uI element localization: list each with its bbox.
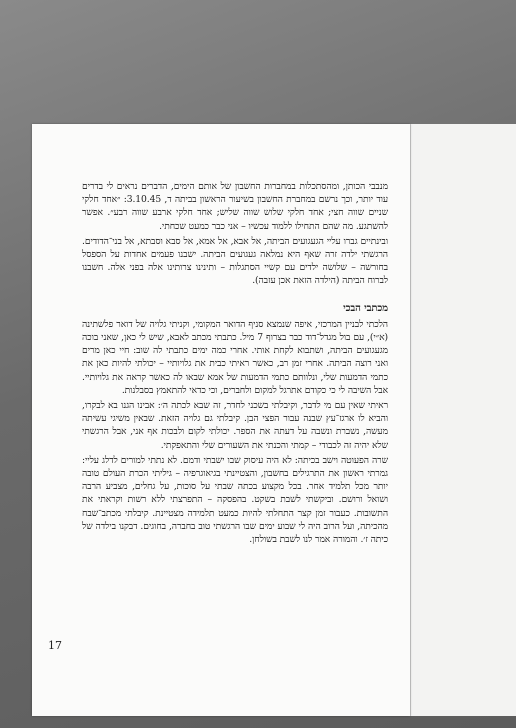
paragraph: מנבבי הכותן, ומהסתכלות במחברות החשבון של אותם הימים, הדברים נראים לי בדרים עוד יותר, וכך נרשם במחברת החשבון בשיעור הראשון בביתה ד, 3.10.45: ״אחד חלקי שניים שווה חצי; אחד חלקי שלוש שווה שליש; אחד חלקי ארבע שווה רבע״. אפשר להשתגע. מה שהם התחילו ללמוד עכשיו – אני כבר כמעט שכחתי.	[82, 181, 388, 232]
page-text	[82, 180, 388, 546]
facing-page-edge	[410, 124, 516, 716]
paragraph: ובינתיים גברו עליי הגעגועים הביתה, אל אבא, אל אמא, אל סבא וסבתא, אל בני־הדודים. הרגשתי ילדה זרה שאף היא נמלאה געגועים הביתה. ישבנו פעמים אחדות על הספסל בחורשה – שלושה ילדים עם קשיי הסתגלות – ותינינו צרותינו אלה בפני אלה. חשבנו לברוח הביתה (הילדה הזאת אכן עזבה).	[82, 235, 388, 287]
page-number: 17	[48, 639, 62, 652]
paragraph: שרה הפעוטה וישב בכיתה: לא היה עיסוק שבו ישבתי ודמם. לא נתתי למורים לדלג עליי: גמרתי ראשון את התרגילים בחשבון, והצטיינתי בגיאוגרפיה – גיליתי הכרת העולם טובה יותר מכל תלמיד אחר. בכל מקצוע בכתה שבתי על סוכות, על גחלים, מצביע הרבה ושואל ורושם. וביקשתי לשבת בשקט. בהפסקה – התפרצתי ללא רשות וקראתי את התשובות. כעבור זמן קצר התחלתי להיות כמעט תלמידה מצטיינת. קיבלתי מכתב־שבח מהכיתה, ועל הרוב היה לי שבוע ימים שבו הרגשתי טוב בחברה, בחוגים. דבקנו בילדה של כיתה ז׳. והמורה אמר לנו לשבת בשולחן.	[82, 454, 388, 546]
paragraph: ראיתי שאין עם מי לדבר, וקיבלתי בשכני לחדר, זה שבא לכתה ה׳: אבינו הגנו בא לבקרו, והביא לו ארגז־עץ שבנה עבור הפצי הבן. קיבלתי גם גלויה הזאת. שבאין משיגי עשיתה מעשה, נשברת ונשבה על דעתה את הספר. יכולתי לקום ולבכות אף אני, אבל הרגשתי שלא יהיה זה לכבודי – קמתי והכנתי את השעורים שלי והתאפקתי.	[82, 400, 388, 451]
paragraph: הלכתי לבניין המרכזי, איפה שנמצא סניף הדואר המקומי, וקניתי גלויה של דואר פלשתינה (א״י), עם בול מגדל־דוד כבר בצרוף 7 מיל. כתבתי מכתב לאבא, שיש לי כאן, שאני בוכה מגעגועים הביתה, ושתבוא לקחת אותי. אחרי כמה ימים כתבתי לה שוב: חיי כאן מרים ואני רוצה הביתה. אחרי זמן רב, כאשר ראיתי כבית את גלויותיי – יכולתי להיות כאן את כתמי הדמעות שלי, ונלוותם כתמי הדמעות של אמא שבאו לה כאשר קראה את גלויותיי. אבל השיבה לי כי כקודם אתרגל למקום ולחברים, וכי כדאי להתאמץ בסבלנות.	[82, 318, 388, 396]
book-page	[32, 124, 410, 716]
section-heading: מכתבי הבכי	[343, 302, 388, 314]
